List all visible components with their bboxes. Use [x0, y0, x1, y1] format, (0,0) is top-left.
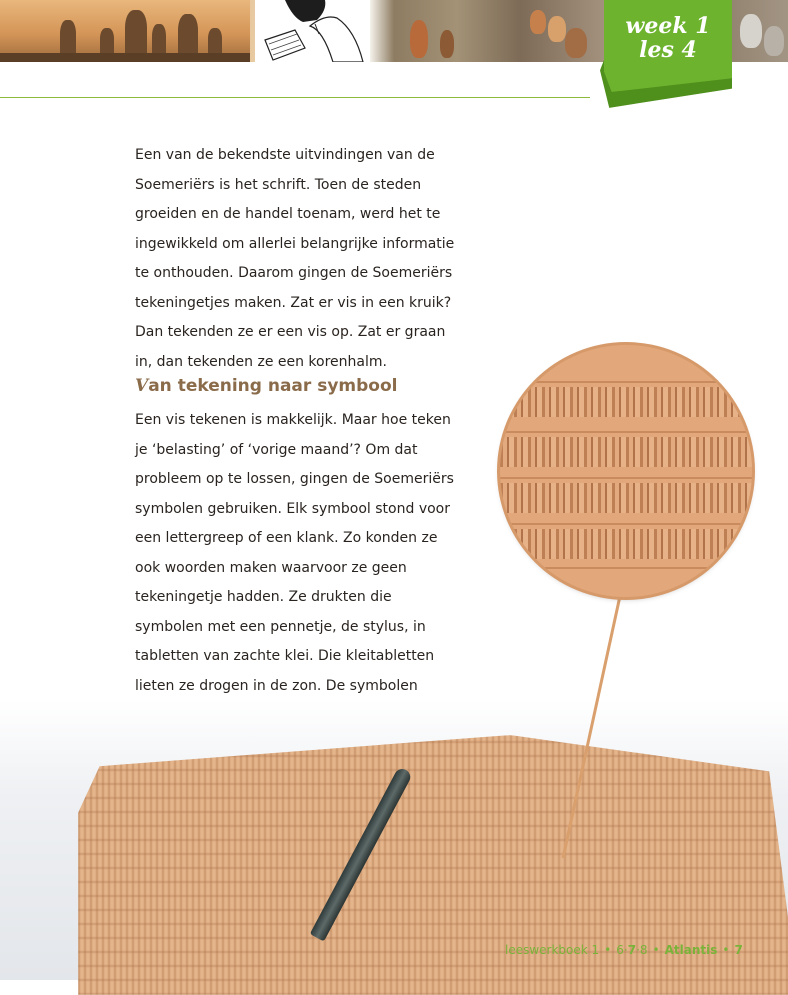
lesson-label: les 4: [639, 37, 697, 63]
page-footer: leeswerkboek 1 • 6·7·8 • Atlantis • 7: [505, 943, 743, 957]
scribe-illustration: [255, 0, 370, 62]
book-title: leeswerkboek 1: [505, 943, 600, 957]
heading-text: an tekening naar symbool: [148, 376, 398, 396]
section-paragraph: Een vis tekenen is makkelijk. Maar hoe teken je ‘belasting’ of ‘vorige maand’? Om dat probleem op te lossen, gingen de Soemeriërs symbolen gebruiken. Elk symbool stond voor een lettergreep of een klank. Zo konden ze ook woorden maken waarvoor ze geen tekeningetje hadden. Ze drukten die symbolen met een pennetje, de stylus, in tabletten van zachte klei. Die kleitabletten lieten ze drogen in de zon. De symbolen: [135, 412, 454, 694]
page-number: 7: [734, 943, 743, 957]
heading-initial: V: [135, 376, 149, 396]
group-7: 7: [627, 943, 637, 957]
intro-paragraph: Een van de bekendste uitvindingen van de Soemeriërs is het schrift. Toen de steden groeiden en de handel toenam, werd het te ingewikkeld om allerlei belangrijke informatie te onthouden. Daarom gingen de Soemeriërs tekeningetjes maken. Zat er vis in een kruik? Dan tekenden ze er een vis op. Zat er graan in, dan tekenden ze een korenhalm.: [135, 147, 455, 370]
week-lesson-label: [604, 14, 732, 62]
cuneiform-closeup-image: [500, 345, 752, 597]
temple-photo: [0, 0, 250, 62]
header-rule: [0, 97, 590, 98]
group-6: 6: [616, 943, 624, 957]
week-label: week 1: [625, 13, 711, 39]
series-name: Atlantis: [664, 943, 718, 957]
section-heading: [135, 376, 397, 396]
group-8: 8: [639, 943, 648, 957]
